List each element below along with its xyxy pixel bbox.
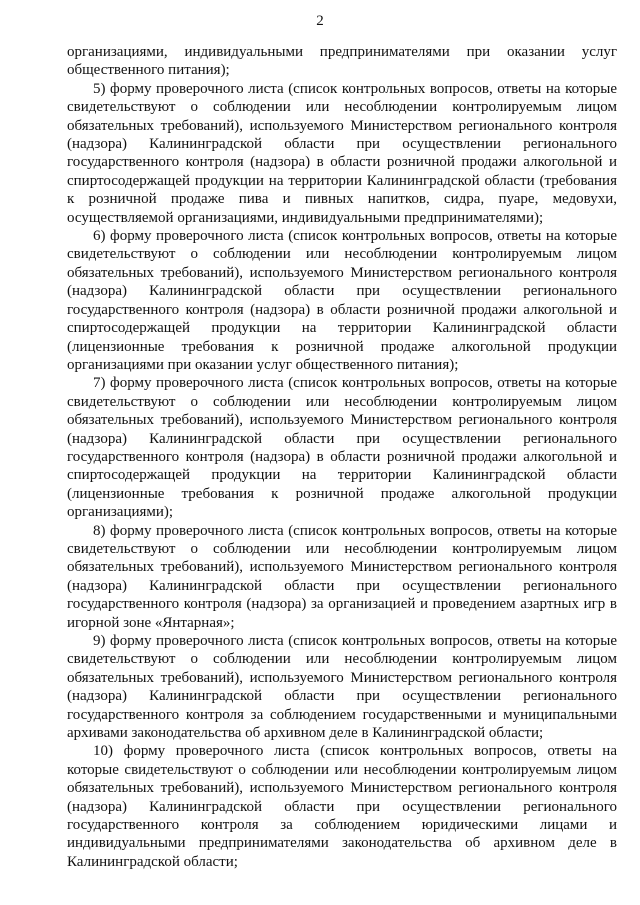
page-number: 2 (316, 13, 324, 29)
paragraph-item-7: 7) форму проверочного листа (список контрольных вопросов, ответы на которые свидетельствуют о соблюдении или несоблюдении контролируемым лицом обязательных требований), используемого Министерством регионального контроля (надзора) Калининградской области при осуществлении регионального государственного контроля (надзора) в области розничной продажи алкогольной и спиртосодержащей продукции на территории Калининградской области (лицензионные требования к розничной продаже алкогольной продукции организациями); (67, 375, 617, 521)
paragraph-item-9: 9) форму проверочного листа (список контрольных вопросов, ответы на которые свидетельствуют о соблюдении или несоблюдении контролируемым лицом обязательных требований), используемого Министерством регионального контроля (надзора) Калининградской области при осуществлении регионального государственного контроля за соблюдением государственными и муниципальными архивами законодательства об архивном деле в Калининградской области; (67, 633, 617, 742)
paragraph-continuation: организациями, индивидуальными предпринимателями при оказании услуг общественного питания); (67, 44, 617, 79)
paragraph-item-6: 6) форму проверочного листа (список контрольных вопросов, ответы на которые свидетельствуют о соблюдении или несоблюдении контролируемым лицом обязательных требований), используемого Министерством регионального контроля (надзора) Калининградской области при осуществлении регионального государственного контроля (надзора) в области розничной продажи алкогольной и спиртосодержащей продукции на территории Калининградской области (лицензионные требования к розничной продаже алкогольной продукции организациями при оказании услуг общественного питания); (67, 228, 617, 373)
paragraph-item-8: 8) форму проверочного листа (список контрольных вопросов, ответы на которые свидетельствуют о соблюдении или несоблюдении контролируемым лицом обязательных требований), используемого Министерством регионального контроля (надзора) Калининградской области при осуществлении регионального государственного контроля (надзора) за организацией и проведением азартных игр в игорной зоне «Янтарная»; (67, 522, 617, 631)
paragraph-item-10: 10) форму проверочного листа (список контрольных вопросов, ответы на которые свидетельствуют о соблюдении или несоблюдении контролируемым лицом обязательных требований), используемого Министерством регионального контроля (надзора) Калининградской области при осуществлении регионального государственного контроля за соблюдением юридическими лицами и индивидуальными предпринимателями законодательства об архивном деле в Калининградской области; (67, 743, 617, 870)
paragraph-item-5: 5) форму проверочного листа (список контрольных вопросов, ответы на которые свидетельствуют о соблюдении или несоблюдении контролируемым лицом обязательных требований), используемого Министерством регионального контроля (надзора) Калининградской области при осуществлении регионального государственного контроля (надзора) в области розничной продажи алкогольной и спиртосодержащей продукции на территории Калининградской области (требования к розничной продаже пива и пивных напитков, сидра, пуаре, медовухи, осуществляемой организациями, индивидуальными предпринимателями); (67, 80, 617, 226)
document-body (67, 43, 617, 871)
